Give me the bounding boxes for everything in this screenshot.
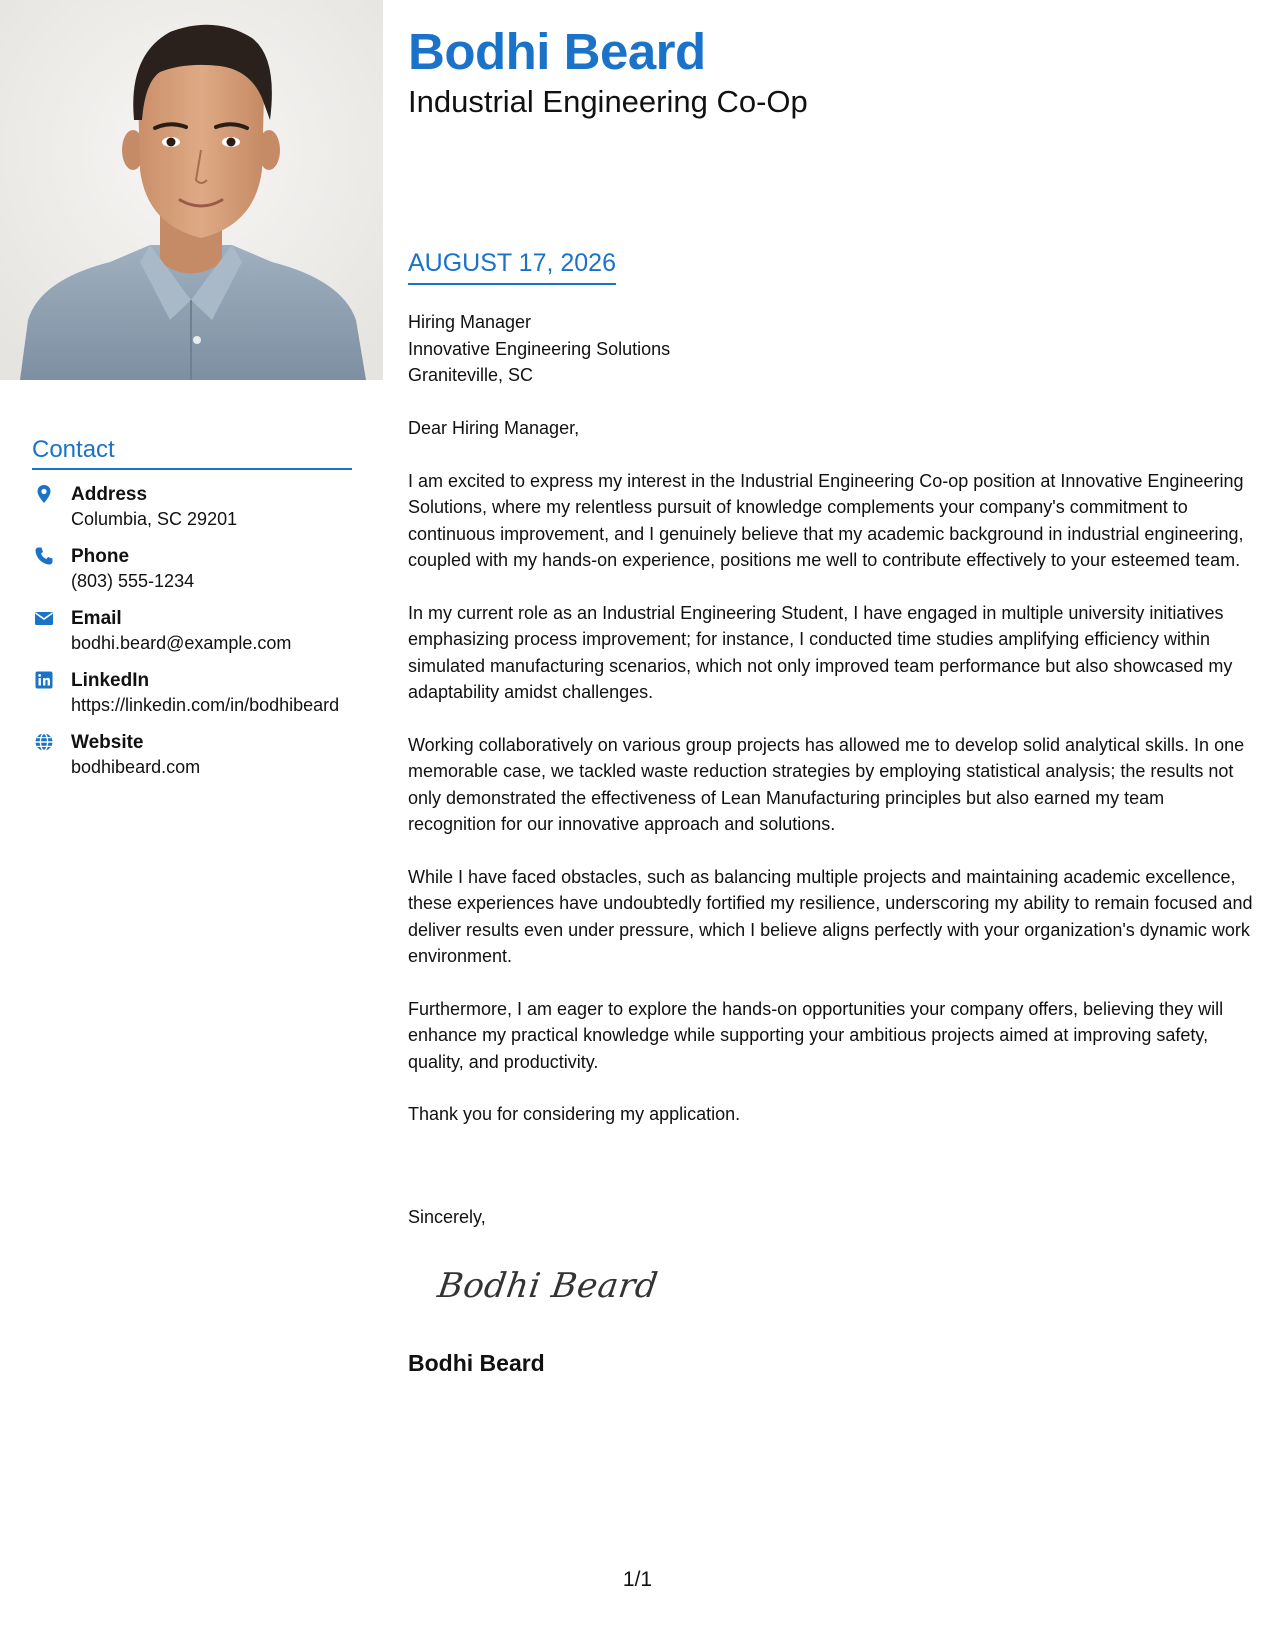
contact-value-phone: (803) 555-1234 xyxy=(71,571,195,591)
contact-value-address: Columbia, SC 29201 xyxy=(71,509,238,529)
letter-paragraph: Thank you for considering my application. xyxy=(408,1104,741,1125)
letter-paragraph: I am excited to express my interest in the Industrial Engineering Co-op position at Innovative Engineering Solutions, where my relentless pursuit of knowledge complements your company's commitment to continuous improvement, and I genuinely believe that my academic background in industrial engineering, coupled with my hands-on experience, positions me well to contribute effectively to your esteemed team. xyxy=(408,470,1244,571)
closing: Sincerely, xyxy=(408,1207,486,1227)
letter-paragraph: While I have faced obstacles, such as balancing multiple projects and maintaining academic excellence, these experiences have undoubtedly fortified my resilience, underscoring my ability to remain focused and deliver results even under pressure, which I believe aligns perfectly with your organization's dynamic work environment. xyxy=(408,866,1253,967)
applicant-title: Industrial Engineering Co-Op xyxy=(408,84,808,119)
contact-label-address: Address xyxy=(71,484,148,505)
applicant-name: Bodhi Beard xyxy=(408,23,706,80)
contact-item-phone xyxy=(32,544,352,593)
sidebar xyxy=(0,0,383,1650)
contact-label-email: Email xyxy=(71,608,122,629)
letter-paragraph: Furthermore, I am eager to explore the hands-on opportunities your company offers, believing they will enhance my practical knowledge while supporting your ambitious projects aimed at improving safety, quality, and productivity. xyxy=(408,998,1224,1072)
contact-item-linkedin xyxy=(32,668,352,717)
linkedin-icon xyxy=(34,670,54,690)
contact-label-linkedin: LinkedIn xyxy=(71,670,150,691)
contact-value-linkedin[interactable]: https://linkedin.com/in/bodhibeard xyxy=(71,695,340,715)
location-pin-icon xyxy=(34,484,54,504)
profile-photo xyxy=(0,0,383,380)
signer-name: Bodhi Beard xyxy=(408,1350,545,1376)
globe-icon xyxy=(34,732,54,752)
recipient-block xyxy=(408,309,670,389)
recipient-line: Innovative Engineering Solutions xyxy=(408,338,671,359)
letter-text xyxy=(408,415,1253,1154)
recipient-line: Graniteville, SC xyxy=(408,365,534,385)
page-number: 1/1 xyxy=(622,1568,653,1591)
phone-icon xyxy=(34,546,54,566)
contact-label-phone: Phone xyxy=(71,546,130,567)
contact-item-address xyxy=(32,482,352,531)
contact-heading: Contact xyxy=(32,436,352,470)
contact-value-website[interactable]: bodhibeard.com xyxy=(71,757,201,777)
salutation: Dear Hiring Manager, xyxy=(408,418,580,438)
handwritten-signature: Bodhi Beard xyxy=(435,1266,661,1306)
contact-value-email[interactable]: bodhi.beard@example.com xyxy=(71,633,292,653)
letter-paragraph: In my current role as an Industrial Engineering Student, I have engaged in multiple university initiatives emphasizing process improvement; for instance, I conducted time studies amplifying efficiency within simulated manufacturing scenarios, which not only improved team performance but also showcased my adaptability amidst challenges. xyxy=(408,602,1233,703)
letter-paragraph: Working collaboratively on various group projects has allowed me to develop solid analytical skills. In one memorable case, we tackled waste reduction strategies by employing statistical analysis; the results not only demonstrated the effectiveness of Lean Manufacturing principles but also earned my team recognition for our innovative approach and solutions. xyxy=(408,734,1245,835)
contact-label-website: Website xyxy=(71,732,144,753)
contact-item-email xyxy=(32,606,352,655)
letter-date: AUGUST 17, 2026 xyxy=(408,249,616,285)
contact-item-website xyxy=(32,730,352,779)
recipient-line: Hiring Manager xyxy=(408,312,532,332)
envelope-icon xyxy=(34,608,54,628)
contact-section xyxy=(32,436,352,792)
portrait-illustration xyxy=(0,0,383,380)
